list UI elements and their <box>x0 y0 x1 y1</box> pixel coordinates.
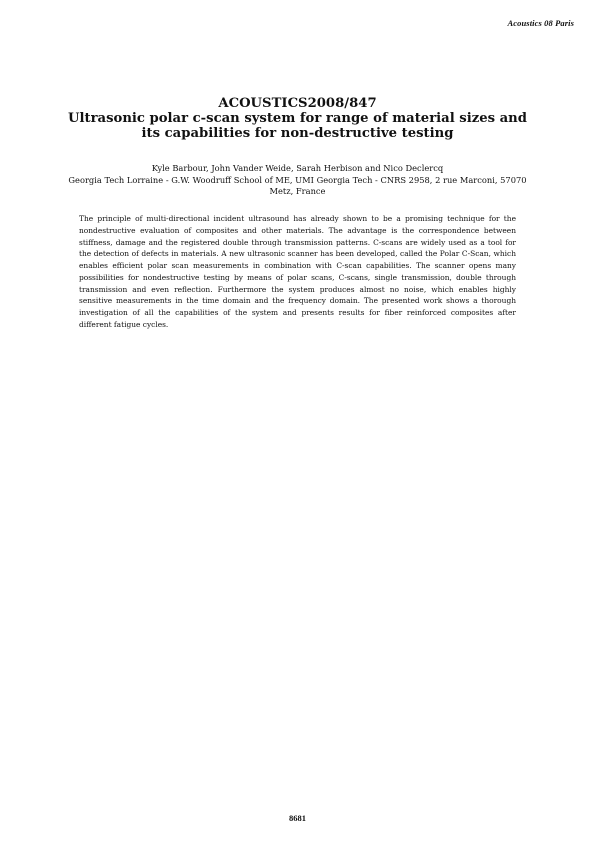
affiliation: Georgia Tech Lorraine - G.W. Woodruff School of ME, UMI Georgia Tech - CNRS 2958, 2 rue Marconi, 57070 Metz, France <box>68 174 527 197</box>
title-block <box>60 96 535 141</box>
paper-id: ACOUSTICS2008/847 <box>218 96 377 111</box>
page-number: 8681 <box>289 813 306 823</box>
author-list: Kyle Barbour, John Vander Weide, Sarah Herbison and Nico Declercq <box>151 163 444 173</box>
authors-block <box>60 163 535 198</box>
abstract-text: The principle of multi-directional incident ultrasound has already shown to be a promising technique for the nondestructive evaluation of composites and other materials. The advantage is the correspondence between stiffness, damage and the registered double through transmission patterns. C-scans are widely used as a tool for the detection of defects in materials. A new ultrasonic scanner has been developed, called the Polar C-Scan, which enables efficient polar scan measurements in combination with C-scan capabilities. The scanner opens many possibilities for nondestructive testing by means of polar scans, C-scans, single transmission, double through transmission and even reflection. Furthermore the system produces almost no noise, which enables highly sensitive measurements in the time domain and the frequency domain. The presented work shows a thorough investigation of all the capabilities of the system and presents results for fiber reinforced composites after different fatigue cycles. <box>79 214 516 329</box>
running-header: Acoustics 08 Paris <box>507 18 574 28</box>
paper-title: Ultrasonic polar c-scan system for range of material sizes and its capabilities for non-destructive testing <box>68 111 527 141</box>
